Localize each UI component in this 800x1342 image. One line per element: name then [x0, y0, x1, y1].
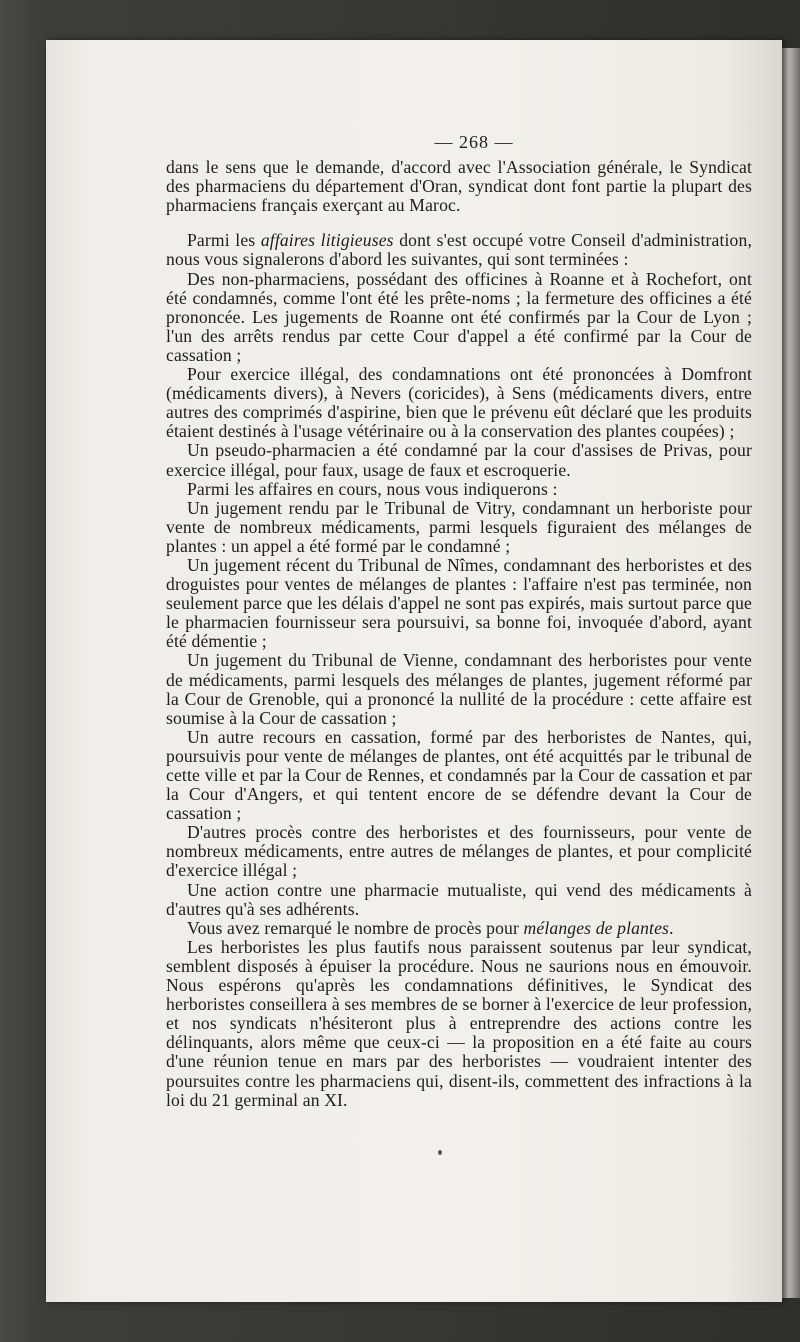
paragraph: Une action contre une pharmacie mutualiste, qui vend des médicaments à d'autres qu'à ses adhérents. [166, 879, 752, 919]
paragraph: Un jugement rendu par le Tribunal de Vitry, condamnant un herboriste pour vente de nombreux médicaments, parmi lesquels figuraient des mélanges de plantes : un appel a été formé par le condamné ; [166, 497, 752, 556]
paragraph-text: Vous avez remarqué le nombre de procès pour [187, 917, 524, 938]
paragraph: Parmi les affaires en cours, nous vous indiquerons : [187, 478, 558, 499]
page-edge [782, 48, 800, 1298]
paragraph: Des non-pharmaciens, possédant des officines à Roanne et à Rochefort, ont été condamnés, comme l'ont été les prête-noms ; la fermeture des officines a été prononcée. Les jugements de Roanne ont été confirmés par la Cour de Lyon ; l'un des arrêts rendus par cette Cour d'appel a été confirmé par la Cour de cassation ; [166, 268, 752, 365]
paragraph: dans le sens que le demande, d'accord avec l'Association générale, le Syndicat des pharmaciens du département d'Oran, syndicat dont font partie la plupart des pharmaciens français exerçant au Maroc. [166, 157, 752, 216]
paragraph: Pour exercice illégal, des condamnations ont été prononcées à Domfront (médicaments divers), à Nevers (coricides), à Sens (médicaments divers, entre autres des comprimés d'aspirine, bien que le prévenu eût déclaré que les produits étaient destinés à l'usage vétérinaire ou à la conservation des plantes coupées) ; [166, 364, 752, 442]
page-number: — 268 — [434, 132, 514, 152]
paragraph [166, 919, 752, 938]
paragraph-text: . [669, 917, 674, 938]
page-content [166, 133, 752, 1110]
emphasis-text: mélanges de plantes [523, 917, 670, 938]
emphasis-text: affaires litigieuses [260, 230, 394, 251]
ink-speck [438, 1150, 442, 1155]
paragraph: Un autre recours en cassation, formé par des herboristes de Nantes, qui, poursuivis pour vente de mélanges de plantes, ont été acquittés par le tribunal de cette ville et par la Cour de Rennes, et condamnés par la Cour de cassation et par la Cour d'Angers, et qui tentent encore de se défendre devant la Cour de cassation ; [166, 726, 752, 824]
paragraph-text: Parmi les [187, 230, 261, 251]
paragraph: Un pseudo-pharmacien a été condamné par la cour d'assises de Privas, pour exercice illégal, pour faux, usage de faux et escroquerie. [166, 440, 752, 480]
paragraph: Les herboristes les plus fautifs nous paraissent soutenus par leur syndicat, semblent disposés à épuiser la procédure. Nous ne saurions nous en émouvoir. Nous espérons qu'après les condamnations définitives, le Syndicat des herboristes conseillera à ses membres de se borner à l'exercice de leur profession, et nos syndicats n'hésiteront plus à entreprendre des actions contre les délinquants, alors même que ceux-ci — la proposition en a été faite au cours d'une réunion tenue en mars par des herboristes — voudraient intenter des poursuites contre les pharmaciens qui, disent-ils, commettent des infractions à la loi du 21 germinal an XI. [166, 936, 752, 1110]
paragraph: Un jugement du Tribunal de Vienne, condamnant des herboristes pour vente de médicaments, parmi lesquels des mélanges de plantes, jugement réformé par la Cour de Grenoble, qui a prononcé la nullité de la procédure : cette affaire est soumise à la Cour de cassation ; [166, 650, 752, 728]
paragraph: Un jugement récent du Tribunal de Nîmes, condamnant des herboristes et des droguistes pour ventes de mélanges de plantes : l'affaire n'est pas terminée, non seulement parce que les délais d'appel ne sont pas expirés, mais surtout parce que le pharmacien fournisseur sera poursuivi, sa bonne foi, invoquée d'abord, ayant été démentie ; [166, 554, 752, 652]
paragraph: D'autres procès contre des herboristes et des fournisseurs, pour vente de nombreux médicaments, entre autres de mélanges de plantes, et pour complicité d'exercice illégal ; [166, 822, 752, 881]
paragraph [166, 231, 752, 269]
paragraph-text: dont s'est occupé votre Conseil d'administration, nous vous signalerons d'abord les suivantes, qui sont terminées : [166, 230, 752, 270]
